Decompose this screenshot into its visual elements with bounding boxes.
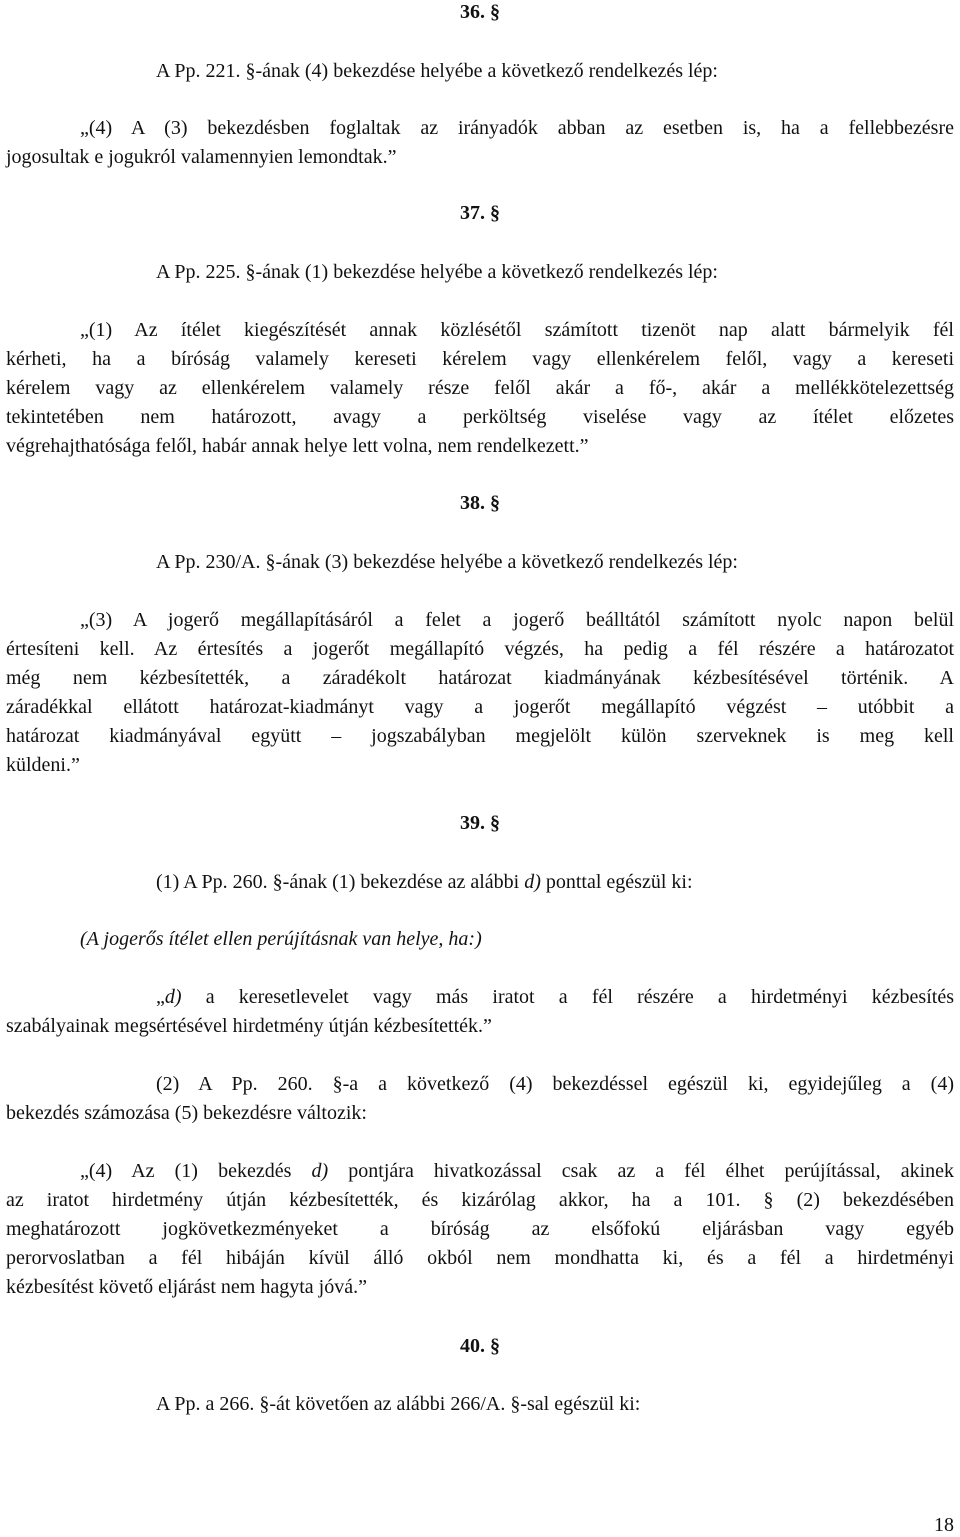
q4-line-1-italic: d) [311, 1160, 329, 1182]
open-quote: „ [156, 986, 165, 1008]
section-36-quote-line-2: jogosultak e jogukról valamennyien lemondtak.” [6, 146, 397, 168]
page-number: 18 [934, 1514, 954, 1536]
d-line-1-rest: a keresetlevelet vagy más iratot a fél részére a hirdetményi kézbesítés [181, 986, 954, 1008]
section-38-quote-line-1: „(3) A jogerő megállapításáról a felet a jogerő beálltától számított nyolc napon belül [80, 609, 954, 631]
q4-line-1-post: pontjára hivatkozással csak az a fél élhet perújítással, akinek [328, 1160, 954, 1182]
section-39-intro [156, 870, 960, 894]
q4-line-1-pre: „(4) Az (1) bekezdés [80, 1160, 312, 1182]
section-39-p2-line-2: bekezdés számozása (5) bekezdésre változik: [6, 1102, 367, 1124]
section-38-quote-line-3: még nem kézbesítették, a záradékolt határozat kiadmányának kézbesítésével történik. A [6, 667, 954, 689]
section-heading-38: 38. § [460, 492, 500, 514]
section-40-intro: A Pp. a 266. §-át követően az alábbi 266/A. §-sal egészül ki: [156, 1393, 641, 1415]
section-39-italic-context [80, 927, 960, 951]
section-heading-39: 39. § [460, 812, 500, 834]
section-39-q4-line-1 [80, 1159, 954, 1183]
section-37-quote-line-5: végrehajthatósága felől, habár annak helye lett volna, nem rendelkezett.” [6, 435, 589, 457]
section-39-intro-italic: d) [524, 871, 541, 893]
section-39-q4-line-5: kézbesítést követő eljárást nem hagyta jóvá.” [6, 1276, 367, 1298]
section-heading-37: 37. § [460, 202, 500, 224]
section-37-quote-line-4: tekintetében nem határozott, avagy a perköltség viselése vagy az ítélet előzetes [6, 406, 954, 428]
italic-context-text: (A jogerős ítélet ellen perújításnak van helye, ha:) [80, 928, 482, 950]
section-37-intro: A Pp. 225. §-ának (1) bekezdése helyébe a következő rendelkezés lép: [156, 261, 718, 283]
section-heading-40: 40. § [460, 1335, 500, 1357]
section-heading-36: 36. § [460, 1, 500, 23]
section-39-intro-post: ponttal egészül ki: [540, 871, 693, 893]
section-39-q4-line-2: az iratot hirdetmény útján kézbesítették, és kizárólag akkor, ha a 101. § (2) bekezdésében [6, 1189, 954, 1211]
section-38-quote-line-2: értesíteni kell. Az értesítés a jogerőt megállapító végzés, ha pedig a fél részére a határozatot [6, 638, 954, 660]
section-39-p2-line-1: (2) A Pp. 260. §-a a következő (4) bekezdéssel egészül ki, egyidejűleg a (4) [156, 1073, 954, 1095]
section-39-d-line-2: szabályainak megsértésével hirdetmény útján kézbesítették.” [6, 1015, 492, 1037]
section-39-q4-line-3: meghatározott jogkövetkezményeket a bíróság az elsőfokú eljárásban vagy egyéb [6, 1218, 954, 1240]
section-38-quote-line-6: küldeni.” [6, 754, 80, 776]
section-38-intro: A Pp. 230/A. §-ának (3) bekezdése helyébe a következő rendelkezés lép: [156, 551, 738, 573]
section-38-quote-line-5: határozat kiadmányával együtt – jogszabályban megjelölt külön szerveknek is meg kell [6, 725, 954, 747]
section-39-d-line-1 [156, 985, 954, 1009]
section-36-quote-line-1: „(4) A (3) bekezdésben foglaltak az irányadók abban az esetben is, ha a fellebbezésre [80, 117, 954, 139]
section-36-intro: A Pp. 221. §-ának (4) bekezdése helyébe a következő rendelkezés lép: [156, 60, 718, 82]
section-38-quote-line-4: záradékkal ellátott határozat-kiadmányt vagy a jogerőt megállapító végzést – utóbbit a [6, 696, 954, 718]
d-point-label: d) [164, 986, 182, 1008]
section-37-quote-line-3: kérelem vagy az ellenkérelem valamely része felől akár a fő-, akár a mellékkötelezettség [6, 377, 954, 399]
section-39-intro-pre: (1) A Pp. 260. §-ának (1) bekezdése az alábbi [156, 871, 525, 893]
section-37-quote-line-1: „(1) Az ítélet kiegészítését annak közlésétől számított tizenöt nap alatt bármelyik fél [80, 319, 954, 341]
section-39-q4-line-4: perorvoslatban a fél hibáján kívül álló okból nem mondhatta ki, és a fél a hirdetményi [6, 1247, 954, 1269]
section-37-quote-line-2: kérheti, ha a bíróság valamely kereseti kérelem vagy ellenkérelem felől, vagy a kereseti [6, 348, 954, 370]
